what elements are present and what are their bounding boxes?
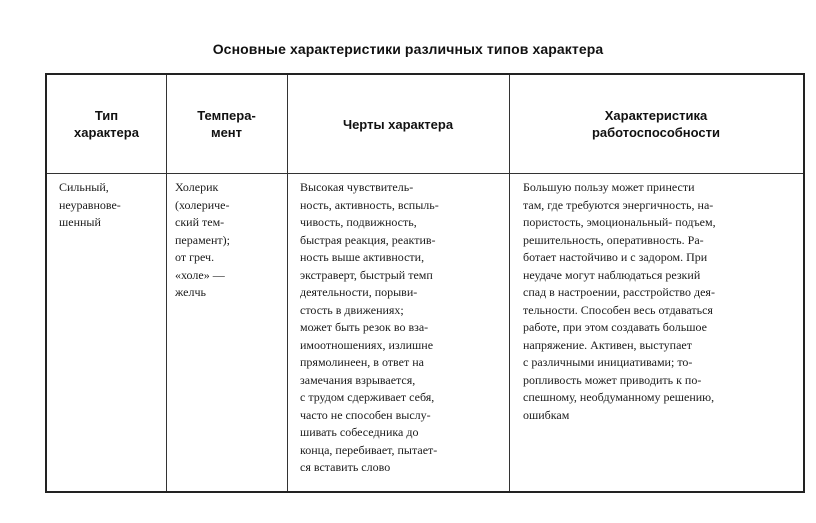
header-type: Тип характера <box>74 108 139 140</box>
header-traits: Черты характера <box>342 116 454 132</box>
cell-type: Сильный, неуравнове- шенный <box>59 180 121 229</box>
cell-temperament: Холерик (холериче- ский тем- перамент); от греч. «холе» — желчь <box>175 180 230 299</box>
cell-performance: Большую пользу может принести там, где требуются энергичность, на- пористость, эмоциональный- подъем, решительность, оперативность. Ра- ботает настойчиво и с задором. При неудаче могут наблюдаться резкий спад в настроении, расстройство дея- тельности. Способен весь отдаваться работе, при этом создавать большое напряжение. Активен, выступает с различными инициативами; то- ропливость может приводить к по- спешному, необдуманному решению, ошибкам <box>523 180 716 422</box>
header-divider <box>47 173 803 174</box>
header-performance: Характеристика работоспособности <box>591 108 721 140</box>
cell-traits: Высокая чувствитель- ность, активность, вспыль- чивость, подвижность, быстрая реакция, реактив- ность выше активности, экстраверт, быстрый темп деятельности, порыви- стость в движениях; может быть резок во вза- имоотношениях, излишне прямолинеен, в ответ на замечания взрывается, с трудом сдерживает себя, часто не способен выслу- шивать собеседника до конца, перебивает, пытает- ся вставить слово <box>300 180 439 474</box>
characteristics-table <box>45 73 805 493</box>
table-title: Основные характеристики различных типов характера <box>212 41 604 57</box>
header-temperament: Темпера- мент <box>197 108 256 140</box>
